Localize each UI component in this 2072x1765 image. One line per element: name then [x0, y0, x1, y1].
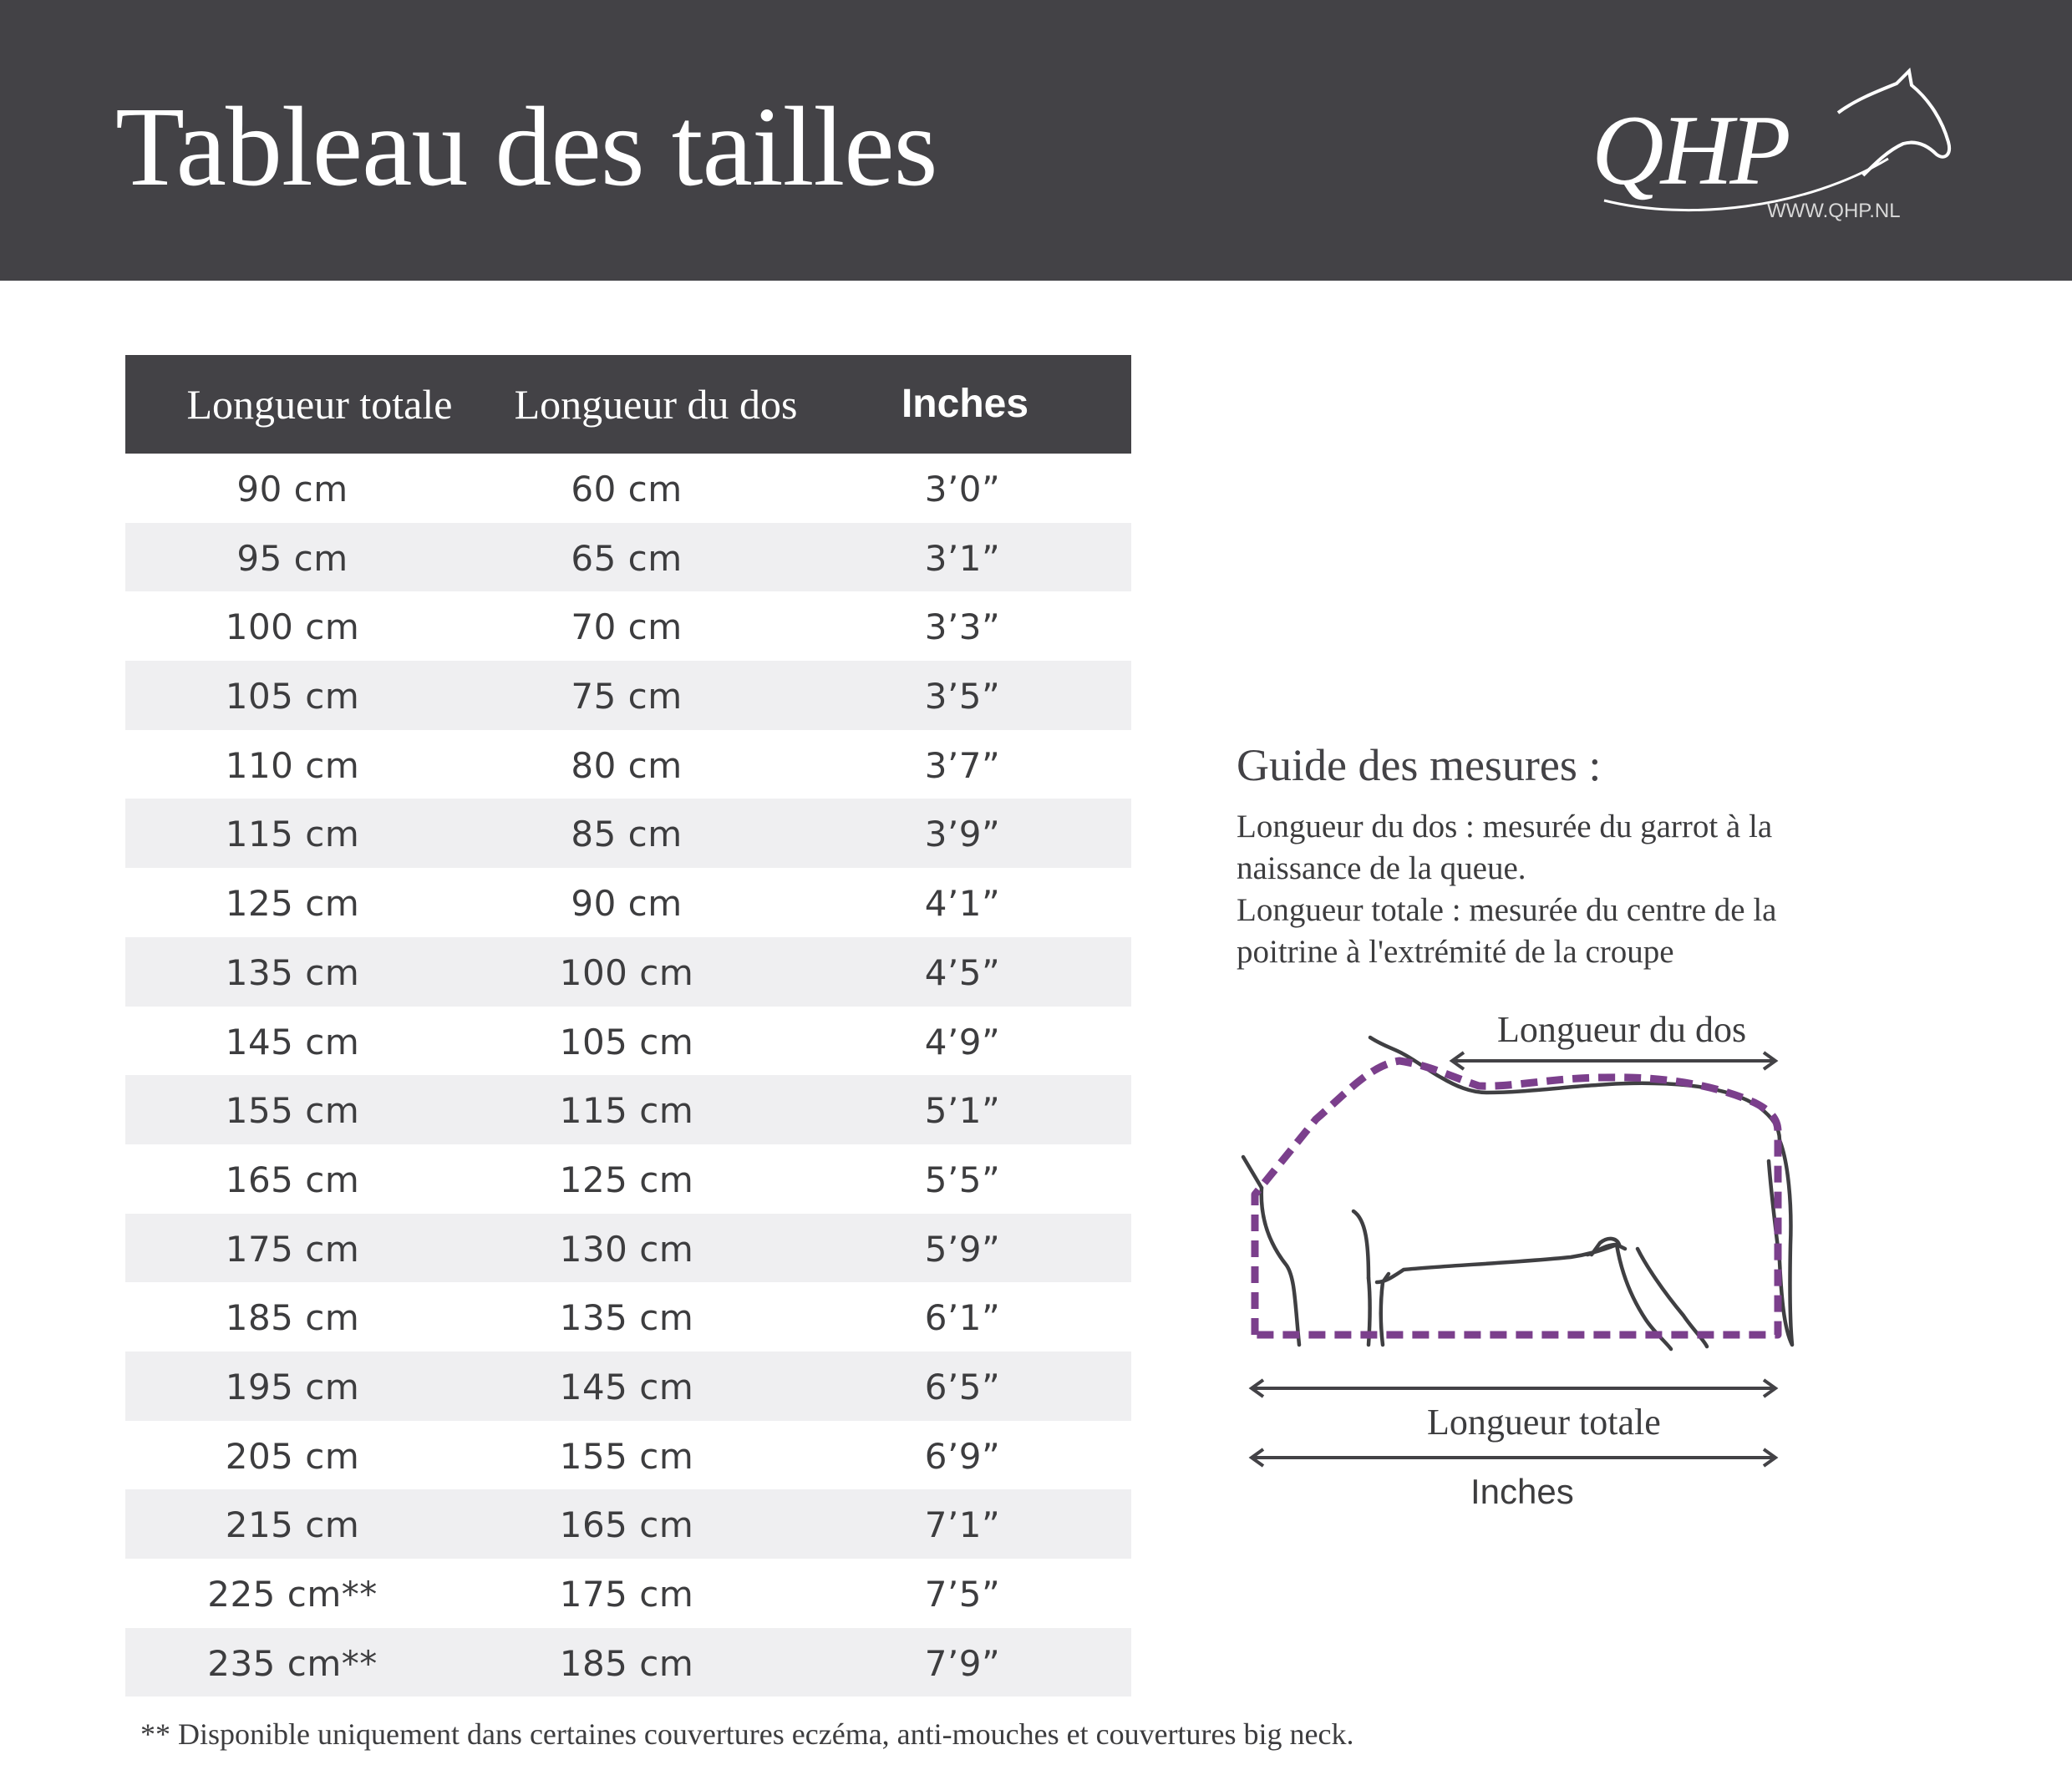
cell-total-length: 105 cm — [225, 676, 360, 718]
inches-arrow — [1252, 1449, 1775, 1466]
guide-line: Longueur du dos : mesurée du garrot à la — [1237, 809, 1773, 844]
table-header — [125, 355, 1131, 454]
cell-inches: 3’3” — [924, 606, 1001, 648]
cell-inches: 3’5” — [924, 676, 1001, 718]
cell-back-length: 115 cm — [559, 1090, 694, 1132]
table-row — [125, 730, 1131, 799]
table-row — [125, 1144, 1131, 1214]
table-row — [125, 937, 1131, 1007]
guide-line: naissance de la queue. — [1237, 850, 1526, 886]
table-row — [125, 1421, 1131, 1490]
cell-total-length: 175 cm — [225, 1228, 360, 1270]
cell-back-length: 130 cm — [559, 1228, 694, 1270]
horse-head-icon — [1838, 71, 1949, 175]
cell-inches: 5’9” — [924, 1228, 1001, 1270]
cell-total-length: 100 cm — [225, 606, 360, 648]
table-row — [125, 868, 1131, 937]
table-row — [125, 1214, 1131, 1283]
cell-inches: 6’5” — [924, 1366, 1001, 1407]
cell-back-length: 185 cm — [559, 1642, 694, 1684]
cell-total-length: 95 cm — [236, 537, 348, 579]
cell-total-length: 165 cm — [225, 1159, 360, 1200]
table-row — [125, 1007, 1131, 1076]
website-text: WWW.QHP.NL — [1767, 200, 1901, 222]
table-row — [125, 454, 1131, 523]
cell-back-length: 175 cm — [559, 1574, 694, 1615]
cell-back-length: 65 cm — [571, 537, 683, 579]
cell-total-length: 185 cm — [225, 1297, 360, 1339]
cell-inches: 3’9” — [924, 814, 1001, 855]
guide-line: Longueur totale : mesurée du centre de la — [1237, 892, 1777, 928]
cell-back-length: 75 cm — [571, 676, 683, 718]
footnote: ** Disponible uniquement dans certaines couvertures eczéma, anti-mouches et couvertures big neck. — [140, 1717, 1354, 1751]
column-header-total-length: Longueur totale — [186, 381, 453, 428]
back-length-arrow — [1452, 1052, 1775, 1069]
header-banner — [0, 0, 2072, 281]
cell-total-length: 110 cm — [225, 744, 360, 786]
cell-total-length: 135 cm — [225, 951, 360, 993]
dashed-measurement-outline — [1255, 1061, 1778, 1335]
table-row — [125, 1352, 1131, 1421]
logo-text: QHP — [1592, 94, 1788, 205]
table-row — [125, 1489, 1131, 1559]
cell-back-length: 70 cm — [571, 606, 683, 648]
cell-back-length: 105 cm — [559, 1021, 694, 1063]
cell-inches: 6’1” — [924, 1297, 1001, 1339]
cell-back-length: 135 cm — [559, 1297, 694, 1339]
cell-total-length: 235 cm** — [207, 1642, 378, 1684]
table-row — [125, 1282, 1131, 1352]
table-row — [125, 523, 1131, 592]
cell-back-length: 100 cm — [559, 951, 694, 993]
total-length-arrow — [1252, 1380, 1775, 1397]
cell-inches: 3’0” — [924, 469, 1001, 510]
cell-back-length: 165 cm — [559, 1504, 694, 1546]
cell-inches: 4’5” — [924, 951, 1001, 993]
cell-inches: 5’5” — [924, 1159, 1001, 1200]
page-title: Tableau des tailles — [115, 84, 937, 210]
back-length-label: Longueur du dos — [1497, 1009, 1747, 1050]
cell-total-length: 115 cm — [225, 814, 360, 855]
horse-measurement-diagram — [1237, 994, 1838, 1520]
cell-inches: 5’1” — [924, 1090, 1001, 1132]
table-body — [125, 454, 1131, 1697]
table-row — [125, 1628, 1131, 1697]
inches-label: Inches — [1470, 1472, 1574, 1511]
cell-total-length: 205 cm — [225, 1435, 360, 1477]
cell-inches: 7’9” — [924, 1642, 1001, 1684]
guide-title: Guide des mesures : — [1237, 740, 1602, 790]
table-row — [125, 1559, 1131, 1628]
cell-inches: 3’1” — [924, 537, 1001, 579]
size-table — [125, 355, 1131, 1697]
cell-back-length: 125 cm — [559, 1159, 694, 1200]
table-row — [125, 799, 1131, 868]
cell-inches: 6’9” — [924, 1435, 1001, 1477]
table-row — [125, 591, 1131, 661]
cell-back-length: 90 cm — [571, 883, 683, 925]
cell-inches: 3’7” — [924, 744, 1001, 786]
qhp-logo — [1587, 67, 1972, 226]
cell-total-length: 225 cm** — [207, 1574, 378, 1615]
cell-total-length: 215 cm — [225, 1504, 360, 1546]
table-row — [125, 661, 1131, 730]
cell-inches: 4’1” — [924, 883, 1001, 925]
column-header-inches: Inches — [901, 382, 1029, 426]
cell-inches: 7’5” — [924, 1574, 1001, 1615]
cell-total-length: 145 cm — [225, 1021, 360, 1063]
cell-inches: 7’1” — [924, 1504, 1001, 1546]
table-row — [125, 1075, 1131, 1144]
guide-line: poitrine à l'extrémité de la croupe — [1237, 934, 1674, 970]
guide-text — [1237, 806, 1838, 973]
cell-back-length: 60 cm — [571, 469, 683, 510]
cell-total-length: 155 cm — [225, 1090, 360, 1132]
cell-back-length: 145 cm — [559, 1366, 694, 1407]
cell-back-length: 80 cm — [571, 744, 683, 786]
cell-total-length: 125 cm — [225, 883, 360, 925]
column-header-back-length: Longueur du dos — [514, 381, 798, 428]
total-length-label: Longueur totale — [1427, 1402, 1661, 1443]
cell-total-length: 90 cm — [236, 469, 348, 510]
cell-total-length: 195 cm — [225, 1366, 360, 1407]
cell-back-length: 155 cm — [559, 1435, 694, 1477]
cell-inches: 4’9” — [924, 1021, 1001, 1063]
cell-back-length: 85 cm — [571, 814, 683, 855]
